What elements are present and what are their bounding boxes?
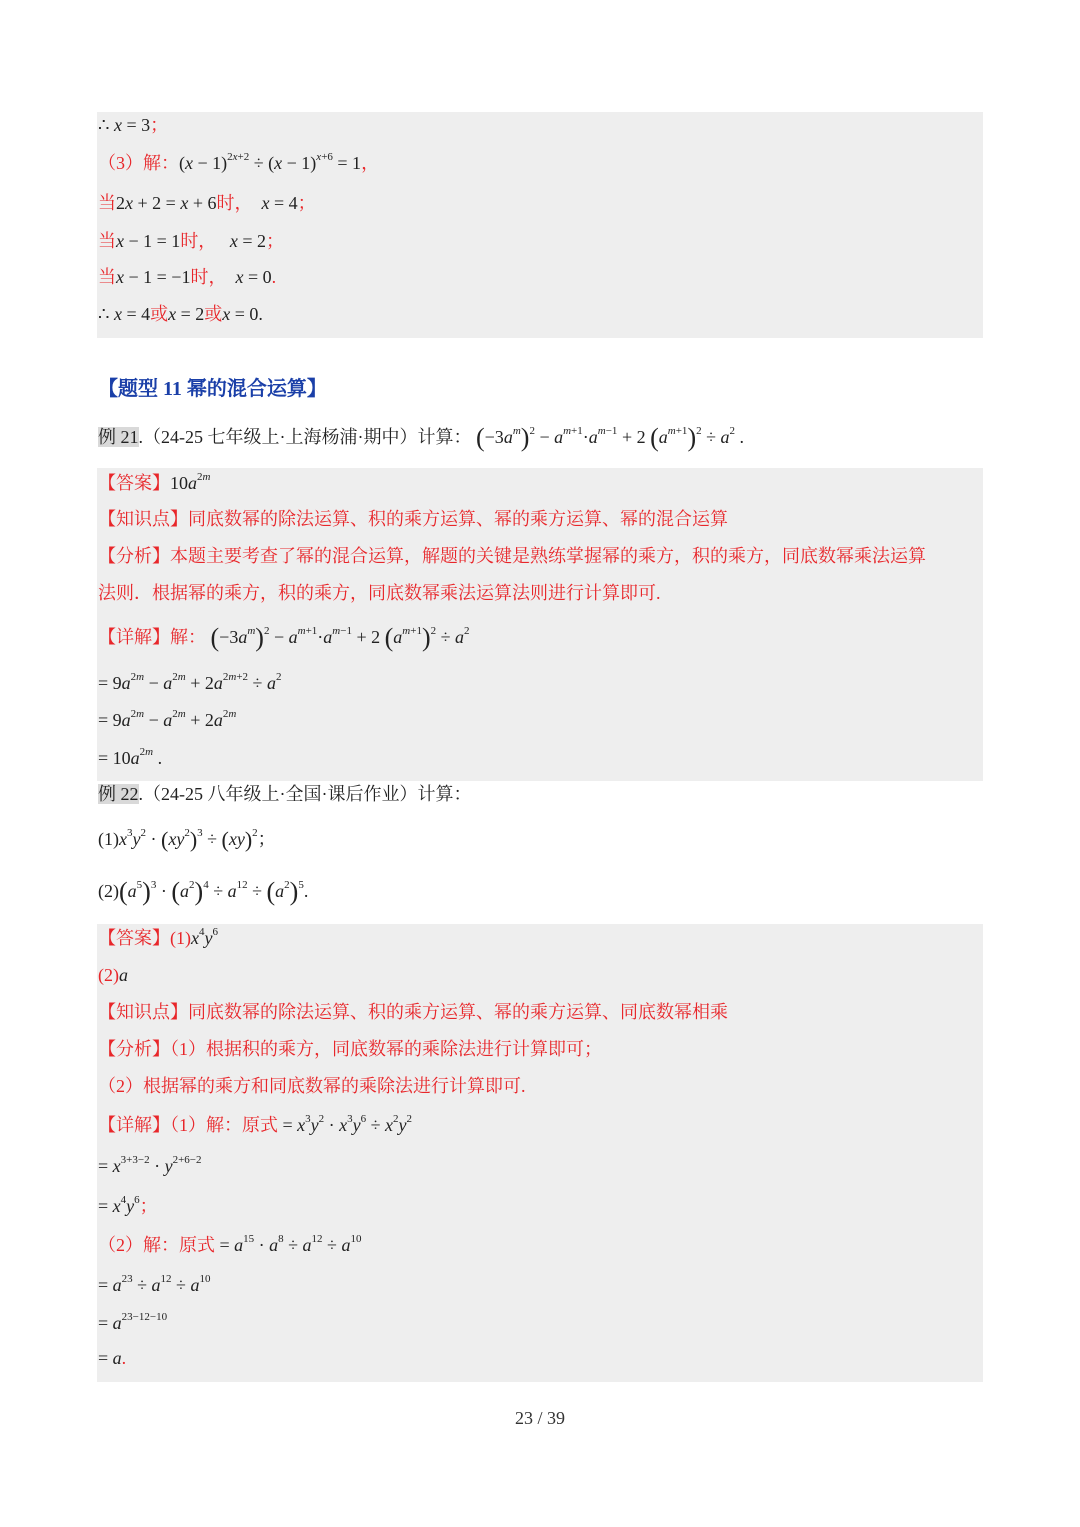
detail-line: = $a^{23-12-10}$ [98, 1311, 168, 1333]
detail-line: = $10a^{2m}$ . [98, 746, 163, 768]
detail-line: = $9a^{2m} - a^{2m} + 2a^{2m+2} \div a^2$ [98, 671, 282, 693]
example-22-question: 例 22.（24-25 八年级上·全国·课后作业）计算： [98, 784, 472, 804]
page-number: 23 / 39 [514, 1408, 565, 1428]
detail-line: = a. [98, 1348, 127, 1368]
solution-line: ∴ x = 4或x = 2或x = 0. [98, 304, 263, 324]
example-label: 例 22 [98, 784, 139, 804]
section-title: 【题型 11 幂的混合运算】 [98, 378, 327, 400]
detail-line: = $x^4y^6$； [98, 1194, 158, 1216]
answer-line: (2)a [98, 965, 128, 985]
detail-line: = $9a^{2m} - a^{2m} + 2a^{2m}$ [98, 708, 237, 730]
solution-line: 当x − 1 = −1时， x = 0. [98, 267, 277, 287]
detail-line: = $x^{3+3-2} \cdot y^{2+6-2}$ [98, 1154, 202, 1176]
solution-line: 当x − 1 = 1时， x = 2； [98, 231, 284, 251]
example-21-question: 例 21.（24-25 七年级上·上海杨浦·期中）计算： $(-3a^m)^2 - a^{m+1}\cdot a^{m-1} + 2$ $(a^{m+1})^2 \div a^2$ . [98, 423, 744, 452]
knowledge-point-line: 【知识点】同底数幂的除法运算、积的乘方运算、幂的乘方运算、同底数幂相乘 [98, 1002, 728, 1022]
analysis-line: 【分析】本题主要考查了幂的混合运算，解题的关键是熟练掌握幂的乘方，积的乘方，同底数幂乘法运算 [98, 546, 926, 566]
analysis-line: 【分析】（1）根据积的乘方，同底数幂的乘除法进行计算即可； [98, 1039, 602, 1059]
analysis-line: 法则．根据幂的乘方，积的乘方，同底数幂乘法运算法则进行计算即可. [98, 583, 661, 603]
detail-line: 【详解】（1）解：原式 = $x^3y^2 \cdot x^3y^6 \div x^2y^2$ [98, 1113, 413, 1135]
detail-line: 【详解】解： $(-3a^m)^2 - a^{m+1}\cdot a^{m-1} + 2$ $(a^{m+1})^2 \div a^2$ [98, 623, 470, 652]
solution-box-ex22 [97, 924, 983, 1382]
detail-line: = $a^{23} \div a^{12} \div a^{10}$ [98, 1273, 211, 1295]
analysis-line: （2）根据幂的乘方和同底数幂的乘除法进行计算即可. [98, 1076, 526, 1096]
detail-line: （2）解：原式 = $a^{15} \cdot a^8 \div a^{12} \div a^{10}$ [98, 1233, 362, 1255]
solution-line: （3）解：$(x - 1)^{2x+2} \div (x - 1)^{x+6} = 1$， [98, 151, 380, 173]
solution-line: ∴ x = 3； [98, 115, 169, 135]
answer-line: 【答案】$10a^{2m}$ [98, 471, 211, 493]
answer-line: 【答案】$(1)x^4y^6$ [98, 926, 218, 948]
example-22-part-2: $(2)(a^5)^3 \cdot (a^2)^4 \div a^{12} \div (a^2)^5$. [98, 877, 309, 906]
example-label: 例 21 [98, 427, 139, 447]
solution-line: 当2x + 2 = x + 6时， x = 4； [98, 193, 316, 213]
knowledge-point-line: 【知识点】同底数幂的除法运算、积的乘方运算、幂的乘方运算、幂的混合运算 [98, 509, 728, 529]
example-22-part-1: $(1)x^3y^2 \cdot (xy^2)^3 \div (xy)^2$； [98, 827, 276, 852]
